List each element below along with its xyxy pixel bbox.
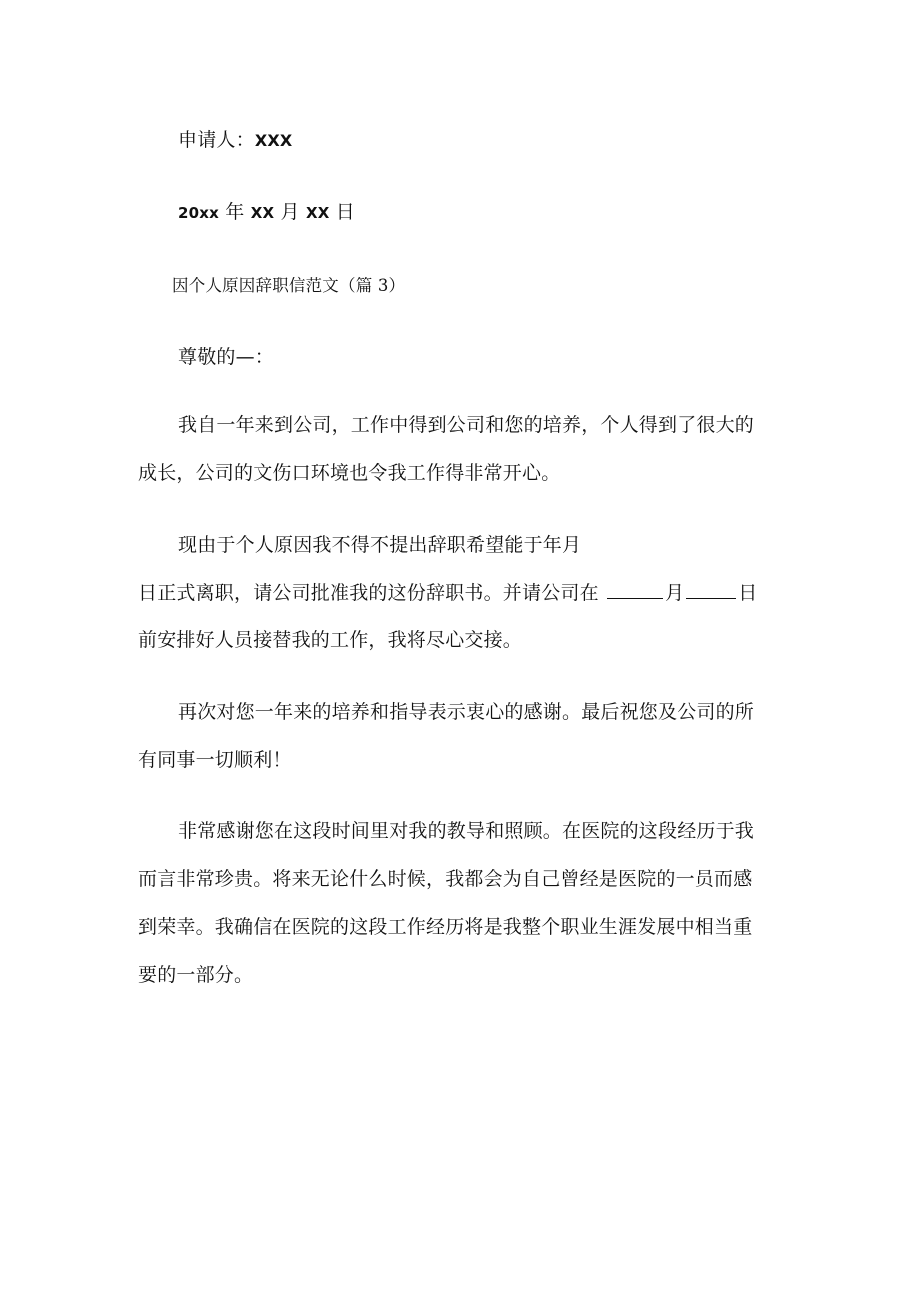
paragraph4-line3: 到荣幸。我确信在医院的这段工作经历将是我整个职业生涯发展中相当重: [138, 916, 753, 938]
month-blank: [607, 580, 663, 599]
date-day: XX: [305, 204, 330, 222]
paragraph1-line1: 我自一年来到公司，工作中得到公司和您的培养，个人得到了很大的: [178, 414, 755, 436]
applicant-name: XXX: [254, 131, 293, 150]
paragraph4-line1: 非常感谢您在这段时间里对我的教导和照顾。在医院的这段经历于我: [178, 820, 755, 842]
date-month: XX: [250, 204, 275, 222]
paragraph2-line3: 前安排好人员接替我的工作，我将尽心交接。: [138, 629, 523, 651]
date-year-char: 年: [225, 201, 245, 223]
date-line: [178, 200, 355, 225]
paragraph3-line1: 再次对您一年来的培养和指导表示衷心的感谢。最后祝您及公司的所: [178, 701, 755, 723]
date-day-char: 日: [335, 201, 355, 223]
day-blank: [686, 580, 736, 599]
applicant-label: 申请人：: [178, 129, 255, 151]
document-title: 因个人原因辞职信范文（篇 3）: [172, 276, 406, 295]
paragraph4-line4: 要的一部分。: [138, 964, 254, 986]
paragraph2-month-char: 月: [665, 582, 685, 604]
date-year: 20xx: [178, 204, 220, 222]
paragraph3-line2: 有同事一切顺利！: [138, 749, 292, 771]
paragraph4-line2: 而言非常珍贵。将来无论什么时候，我都会为自己曾经是医院的一员而感: [138, 868, 753, 890]
salutation: 尊敬的—：: [178, 346, 275, 368]
paragraph2-line1: 现由于个人原因我不得不提出辞职希望能于年月: [178, 534, 582, 556]
paragraph2-line2-text: 日正式离职，请公司批准我的这份辞职书。并请公司在: [138, 582, 599, 604]
paragraph2-day-char: 日: [738, 582, 758, 604]
paragraph1-line2: 成长，公司的文伤口环境也令我工作得非常开心。: [138, 462, 561, 484]
paragraph2-line2: [138, 580, 757, 605]
date-month-char: 月: [280, 201, 300, 223]
applicant-line: [178, 128, 292, 153]
